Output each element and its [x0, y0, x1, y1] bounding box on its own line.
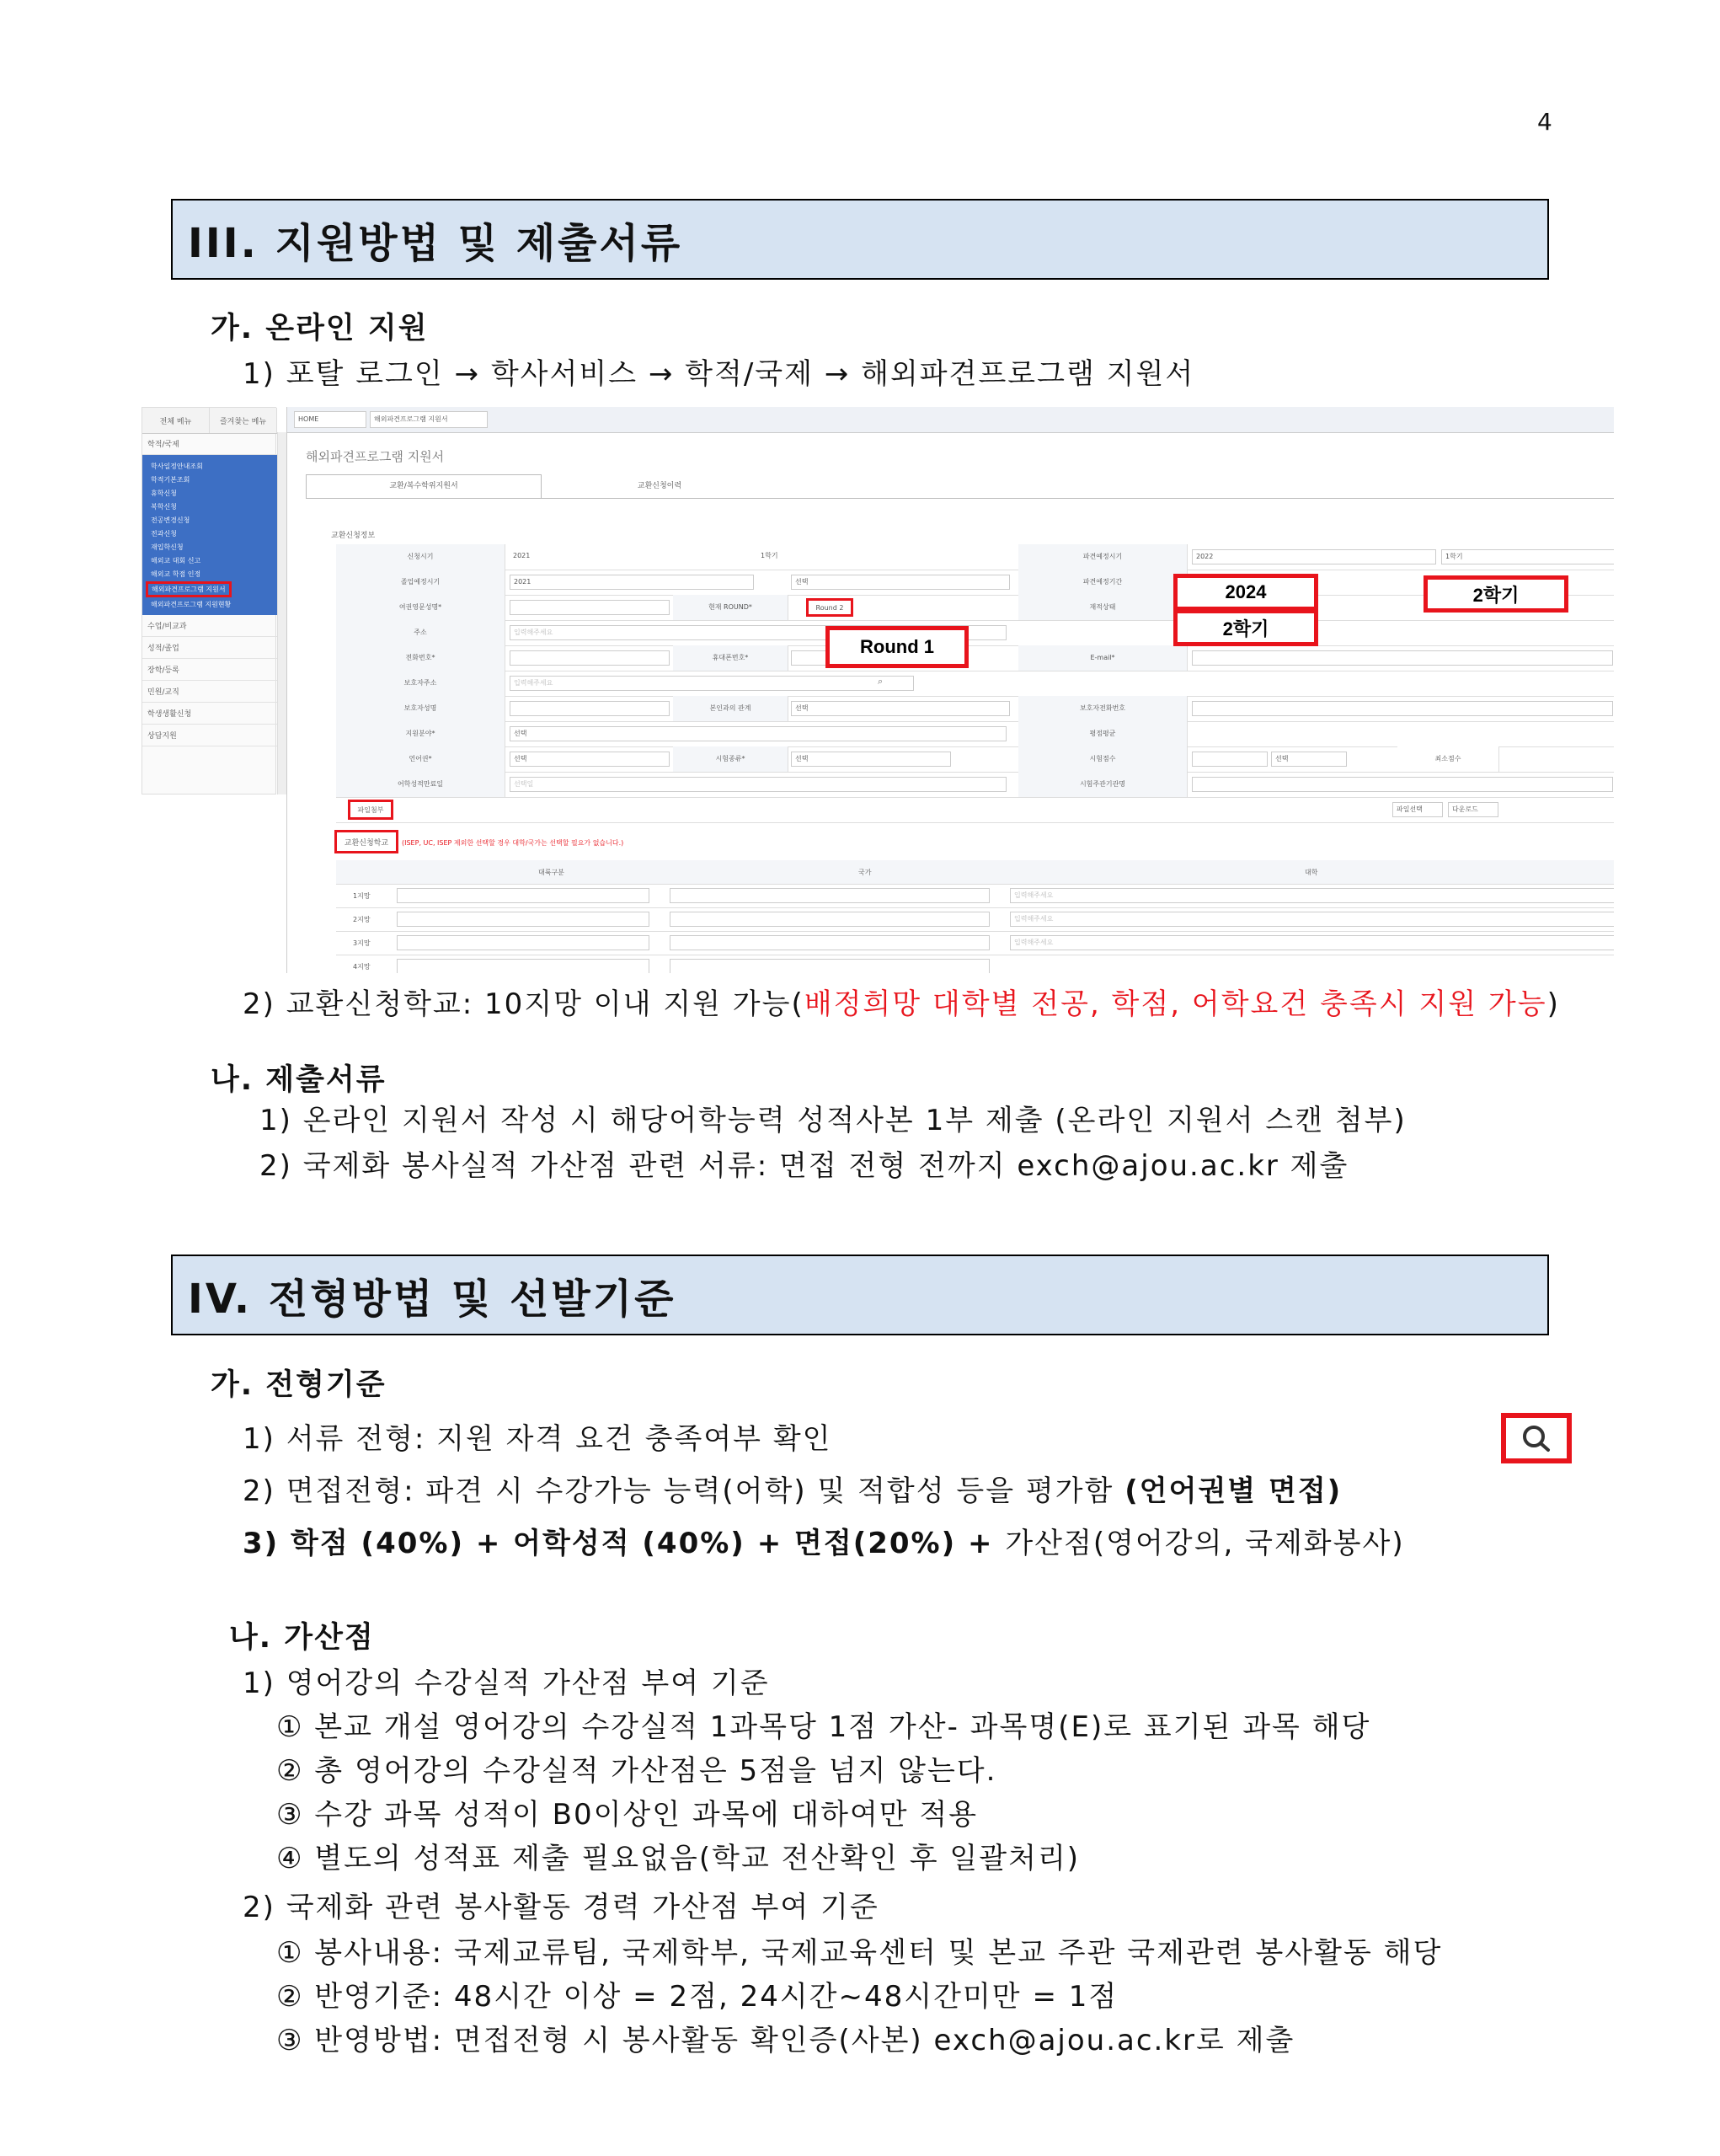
form-label: 본인과의 관계	[673, 696, 788, 721]
attach-file-label: 파일첨부	[348, 800, 393, 820]
form-input[interactable]	[1192, 777, 1613, 792]
sidebar-category[interactable]: 민원/교직	[142, 681, 277, 703]
section-4-b1: 1) 영어강의 수강실적 가산점 부여 기준	[243, 1666, 770, 1700]
school-rank: 1지망	[353, 892, 371, 900]
section-4-a2	[243, 1468, 1342, 1509]
overlay-semester: 2학기	[1173, 609, 1318, 646]
date-input[interactable]: 선택일	[510, 777, 1007, 792]
form-label: 어학성적만료일	[336, 772, 505, 797]
continent-select[interactable]	[397, 888, 649, 903]
form-label: 언어권*	[336, 746, 505, 772]
form-label: 보호자성명	[336, 696, 505, 721]
sidebar-tab-favorites[interactable]: 즐겨찾는 메뉴	[210, 408, 277, 433]
form-select[interactable]: 선택	[791, 701, 1010, 716]
section-3-header: III. 지원방법 및 제출서류	[171, 199, 1549, 280]
main-window	[286, 407, 1614, 973]
form-value: 1학기	[757, 549, 892, 564]
sidebar-category[interactable]: 성적/졸업	[142, 637, 277, 659]
a3-text: 가산점(영어강의, 국제화봉사)	[1005, 1527, 1405, 1560]
a2-text-end: )	[1546, 987, 1560, 1021]
section-4-header: IV. 전형방법 및 선발기준	[171, 1255, 1549, 1335]
a2-red-text: 배정희망 대학별 전공, 학점, 어학요건 충족시 지원 가능	[804, 987, 1547, 1021]
continent-select[interactable]	[397, 959, 649, 973]
page-number: 4	[1537, 108, 1552, 136]
form-label: 보호자전화번호	[1018, 696, 1188, 721]
school-header: 대학	[1305, 869, 1318, 876]
a3-bold-text: 3) 학점 (40%) + 어학성적 (40%) + 면접(20%) +	[243, 1527, 1006, 1560]
form-select[interactable]: 2021	[510, 575, 754, 590]
country-select[interactable]	[670, 912, 990, 927]
tab-application[interactable]: 교환/복수학위지원서	[306, 474, 542, 498]
open-tab[interactable]: 해외파견프로그램 지원서	[370, 411, 488, 428]
form-input[interactable]	[510, 600, 670, 615]
section-4-a3	[243, 1520, 1405, 1561]
section-4-a-heading: 가. 전형기준	[211, 1368, 387, 1402]
form-label: 지원분야*	[336, 721, 505, 746]
exchange-school-note: (ISEP, UC, ISEP 제외한 선택할 경우 대학/국가는 선택할 필요가 없습니다.)	[402, 839, 624, 847]
form-label: E-mail*	[1018, 645, 1188, 671]
section-3-b-heading: 나. 제출서류	[211, 1063, 387, 1097]
form-input[interactable]	[1192, 701, 1613, 716]
form-label: 주소	[336, 620, 505, 645]
sidebar-submenu	[142, 455, 277, 615]
sidebar-item-exchange-application[interactable]: 해외파견프로그램 지원서	[146, 581, 232, 597]
sidebar-category[interactable]: 학생생활신청	[142, 703, 277, 725]
university-input[interactable]: 입력해주세요	[1010, 912, 1614, 927]
sidebar-item[interactable]: 해외교 학점 인정	[151, 570, 201, 578]
sidebar-item[interactable]: 해외파견프로그램 지원현황	[151, 601, 232, 608]
a2-bold-text: (언어권별 면접)	[1124, 1474, 1343, 1508]
country-select[interactable]	[670, 888, 990, 903]
form-select[interactable]: 1학기	[1441, 549, 1614, 564]
form-label: 파견예정시기	[1018, 544, 1188, 570]
sidebar-category[interactable]: 장학/등록	[142, 659, 277, 681]
form-select[interactable]: 선택	[1271, 752, 1347, 767]
school-header: 대륙구분	[538, 869, 564, 876]
portal-screenshot	[142, 407, 1614, 973]
current-round-select[interactable]: Round 2	[806, 598, 853, 617]
section-4-b1-item: ③ 수강 과목 성적이 B0이상인 과목에 대하여만 적용	[276, 1798, 979, 1832]
sidebar-item[interactable]: 휴학신청	[151, 490, 177, 497]
form-label: 전화번호*	[336, 645, 505, 671]
country-select[interactable]	[670, 959, 990, 973]
section-3-a-heading: 가. 온라인 지원	[211, 312, 429, 345]
form-label: 보호자주소	[336, 671, 505, 696]
sidebar-item[interactable]: 전과신청	[151, 530, 177, 538]
school-header: 국가	[858, 869, 872, 876]
section-4-b1-item: ① 본교 개설 영어강의 수강실적 1과목당 1점 가산- 과목명(E)로 표기된 과목 해당	[276, 1710, 1371, 1744]
form-select[interactable]: 2022	[1192, 549, 1436, 564]
section-4-a1: 1) 서류 전형: 지원 자격 요건 충족여부 확인	[243, 1422, 832, 1456]
sidebar-scrollbar[interactable]	[277, 432, 286, 794]
search-icon[interactable]: ⌕	[878, 676, 884, 687]
sidebar-tab-all[interactable]: 전체 메뉴	[142, 408, 210, 433]
form-label: 시험종류*	[673, 746, 788, 772]
section-3-a1: 1) 포탈 로그인 → 학사서비스 → 학적/국제 → 해외파견프로그램 지원서	[243, 357, 1195, 391]
form-label: 신청시기	[336, 544, 505, 570]
search-icon-callout	[1501, 1413, 1572, 1463]
sidebar-item[interactable]: 복학신청	[151, 503, 177, 511]
form-select[interactable]: 선택	[510, 752, 670, 767]
university-input[interactable]: 입력해주세요	[1010, 935, 1614, 950]
form-section-label: 교환신청정보	[331, 532, 376, 540]
section-3-b1: 1) 온라인 지원서 작성 시 해당어학능력 성적사본 1부 제출 (온라인 지원서 스캔 첨부)	[259, 1104, 1407, 1137]
school-rank: 2지망	[353, 916, 371, 923]
school-row	[336, 931, 1614, 955]
form-label: 휴대폰번호*	[673, 645, 788, 671]
sidebar-category[interactable]: 상담지원	[142, 725, 277, 746]
form-select[interactable]: 선택	[791, 575, 1010, 590]
section-4-b2: 2) 국제화 관련 봉사활동 경력 가산점 부여 기준	[243, 1891, 879, 1924]
form-label: 최소점수	[1397, 746, 1499, 772]
form-select[interactable]: 선택	[510, 726, 1007, 741]
sidebar-item[interactable]: 학적기본조회	[151, 476, 190, 484]
guardian-address-input[interactable]: 입력해주세요	[510, 676, 914, 691]
email-input[interactable]	[1192, 650, 1613, 666]
school-rank: 4지망	[353, 963, 371, 971]
a2-text: 2) 면접전형: 파견 시 수강가능 능력(어학) 및 적합성 등을 평가함	[243, 1474, 1125, 1508]
download-button[interactable]: 다운로드	[1448, 802, 1498, 817]
overlay-semester: 2학기	[1424, 575, 1568, 613]
form-label: 재적상태	[1018, 595, 1188, 620]
form-sub-tabs	[306, 474, 1614, 499]
section-3-b2: 2) 국제화 봉사실적 가산점 관련 서류: 면접 전형 전까지 exch@ajou.ac.kr 제출	[259, 1149, 1349, 1183]
section-4-b2-item: ① 봉사내용: 국제교류팀, 국제학부, 국제교육센터 및 본교 주관 국제관련 봉사활동 해당	[276, 1936, 1443, 1970]
overlay-round: Round 1	[825, 626, 969, 668]
sidebar-category[interactable]: 학적/국제	[142, 433, 277, 455]
section-4-b-heading: 나. 가산점	[229, 1621, 375, 1655]
a2-text: 2) 교환신청학교: 10지망 이내 지원 가능(	[243, 987, 804, 1021]
form-label: 시험점수	[1018, 746, 1188, 772]
school-row	[336, 884, 1614, 908]
form-label: 평점평균	[1018, 721, 1188, 746]
tab-history[interactable]: 교환신청이력	[637, 482, 682, 490]
section-3-a2	[243, 981, 1560, 1022]
country-select[interactable]	[670, 935, 990, 950]
sidebar-item[interactable]: 학사일정안내조회	[151, 463, 203, 470]
form-label: 파견예정기간	[1018, 570, 1188, 595]
section-4-b1-item: ④ 별도의 성적표 제출 필요없음(학교 전산확인 후 일괄처리)	[276, 1842, 1081, 1875]
form-input[interactable]	[510, 650, 670, 666]
section-4-b2-item: ③ 반영방법: 면접전형 시 봉사활동 확인증(사본) exch@ajou.ac.kr로 제출	[276, 2024, 1295, 2057]
form-select[interactable]: 선택	[791, 752, 951, 767]
sidebar-category[interactable]: 수업/비교과	[142, 615, 277, 637]
continent-select[interactable]	[397, 935, 649, 950]
form-page-title: 해외파견프로그램 지원서	[306, 449, 445, 464]
form-label: 졸업예정시기	[336, 570, 505, 595]
school-rank: 3지망	[353, 939, 371, 947]
section-4-b2-item: ② 반영기준: 48시간 이상 = 2점, 24시간~48시간미만 = 1점	[276, 1980, 1119, 2014]
home-tab[interactable]: HOME	[294, 411, 366, 428]
window-tab-bar	[287, 407, 1614, 433]
form-label: 시험주관기관명	[1018, 772, 1188, 797]
school-row	[336, 955, 1614, 973]
form-value: 2021	[510, 549, 670, 564]
sidebar-item[interactable]: 해외교 대회 신고	[151, 557, 201, 564]
form-input[interactable]	[510, 701, 670, 716]
continent-select[interactable]	[397, 912, 649, 927]
exchange-school-label: 교환신청학교	[334, 830, 398, 853]
form-input[interactable]	[1192, 752, 1268, 767]
school-table-header	[336, 860, 1614, 885]
address-input[interactable]: 입력해주세요	[510, 625, 1007, 640]
sidebar-item[interactable]: 전공변경신청	[151, 516, 190, 524]
sidebar-item[interactable]: 재입학신청	[151, 543, 184, 551]
sidebar	[142, 407, 276, 794]
file-select-button[interactable]: 파일선택	[1392, 802, 1443, 817]
overlay-year: 2024	[1173, 574, 1318, 611]
form-label: 현재 ROUND*	[673, 595, 788, 620]
form-label: 여권영문성명*	[336, 595, 505, 620]
section-4-b1-item: ② 총 영어강의 수강실적 가산점은 5점을 넘지 않는다.	[276, 1754, 997, 1788]
search-icon	[1518, 1423, 1555, 1453]
university-input[interactable]: 입력해주세요	[1010, 888, 1614, 903]
school-row	[336, 907, 1614, 932]
